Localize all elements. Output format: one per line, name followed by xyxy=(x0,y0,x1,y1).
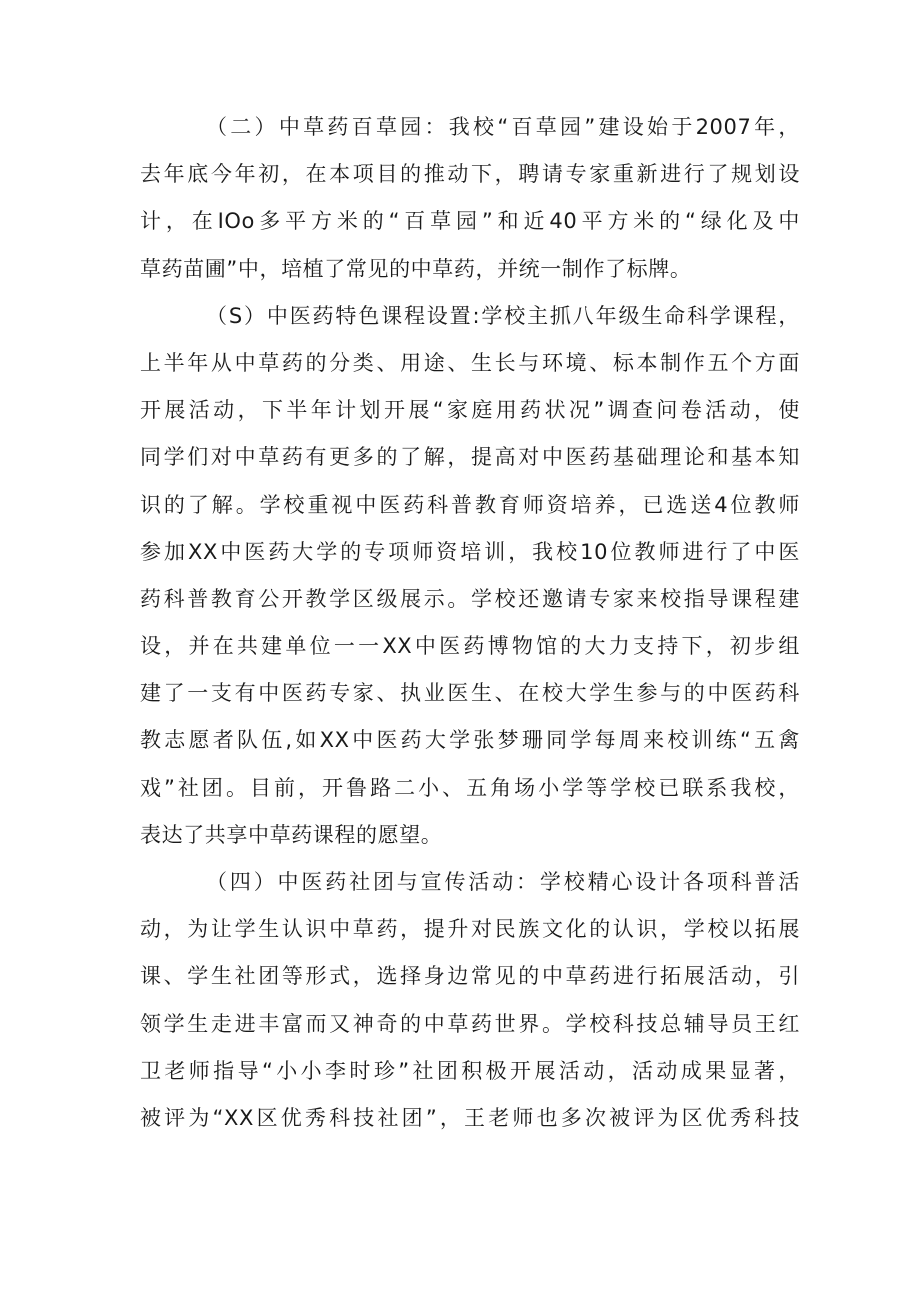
text-line: 被评为“XX区优秀科技社团”，王老师也多次被评为区优秀科技 xyxy=(140,1105,800,1130)
text-line: 开展活动，下半年计划开展“家庭用药状况”调查问卷活动，使 xyxy=(140,398,800,423)
text-line: 戏”社团。目前，开鲁路二小、五角场小学等学校已联系我校， xyxy=(140,775,800,800)
text-line: 卫老师指导“小小李时珍”社团积极开展活动，活动成果显著， xyxy=(140,1058,800,1083)
text-line: 上半年从中草药的分类、用途、生长与环境、标本制作五个方面 xyxy=(140,350,800,375)
text-line: 领学生走进丰富而又神奇的中草药世界。学校科技总辅导员王红 xyxy=(140,1011,800,1036)
text-line: 建了一支有中医药专家、执业医生、在校大学生参与的中医药科 xyxy=(140,681,800,706)
text-line: 同学们对中草药有更多的了解，提高对中医药基础理论和基本知 xyxy=(140,445,800,470)
text-line: 动，为让学生认识中草药，提升对民族文化的认识，学校以拓展 xyxy=(140,917,800,942)
text-line: 识的了解。学校重视中医药科普教育师资培养，已选送4位教师 xyxy=(140,492,800,517)
text-line: 计，在IOo多平方米的“百草园”和近40平方米的“绿化及中 xyxy=(140,209,800,234)
text-line: （二）中草药百草园：我校“百草园”建设始于2007年， xyxy=(206,115,800,139)
paragraph-clubs xyxy=(140,859,800,1142)
document-body xyxy=(140,104,800,1142)
text-line: 表达了共享中草药课程的愿望。 xyxy=(140,822,443,847)
text-line: （S）中医药特色课程设置:学校主抓八年级生命科学课程， xyxy=(206,303,800,328)
text-line: 课、学生社团等形式，选择身边常见的中草药进行拓展活动，引 xyxy=(140,964,800,989)
text-line: 教志愿者队伍,如XX中医药大学张梦珊同学每周来校训练“五禽 xyxy=(140,728,800,753)
text-line: 药科普教育公开教学区级展示。学校还邀请专家来校指导课程建 xyxy=(140,586,800,611)
text-line: （四）中医药社团与宣传活动：学校精心设计各项科普活 xyxy=(206,870,800,894)
text-line: 设，并在共建单位一一XX中医药博物馆的大力支持下，初步组 xyxy=(140,634,800,659)
paragraph-herb-garden xyxy=(140,104,800,293)
paragraph-courses xyxy=(140,293,800,859)
text-line: 草药苗圃”中，培植了常见的中草药，并统一制作了标牌。 xyxy=(140,256,692,281)
text-line: 去年底今年初，在本项目的推动下，聘请专家重新进行了规划设 xyxy=(140,162,800,187)
text-line: 参加XX中医药大学的专项师资培训，我校10位教师进行了中医 xyxy=(140,539,800,564)
